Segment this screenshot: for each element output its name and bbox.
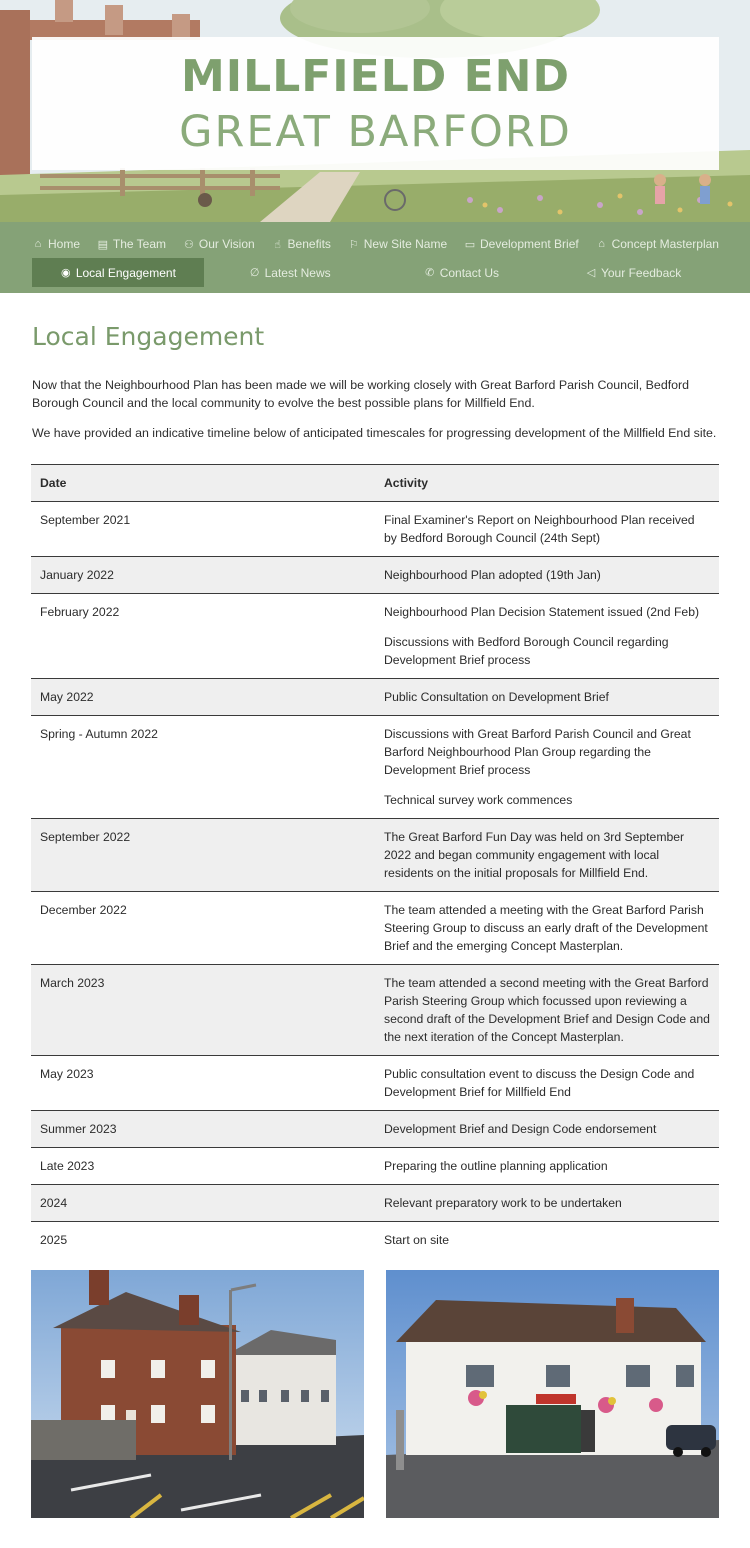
nav-your-feedback-label: Your Feedback <box>600 265 682 280</box>
row-activity <box>375 716 719 818</box>
nav-concept-masterplan-label: Concept Masterplan <box>611 237 719 251</box>
row-date: February 2022 <box>40 605 120 619</box>
nav-local-engagement[interactable] <box>32 258 204 287</box>
vision-icon: ⚇ <box>183 238 194 251</box>
photo-post-office <box>386 1270 719 1518</box>
intro-paragraph-1: Now that the Neighbourhood Plan has been made we will be working closely with Great Barford Parish Council, Bedford Borough Council and the local community to evolve the best possible plans for Millfield End. <box>32 378 690 410</box>
activity-text: Technical survey work commences <box>384 793 573 807</box>
row-activity <box>375 557 719 593</box>
row-date: January 2022 <box>40 568 114 582</box>
intro-paragraph-2: We have provided an indicative timeline below of anticipated timescales for progressing development of the Millfield End site. <box>32 426 717 440</box>
row-activity <box>375 1222 719 1258</box>
nav-your-feedback[interactable] <box>547 258 719 287</box>
nav-latest-news-label: Latest News <box>264 265 331 280</box>
activity-text: Discussions with Great Barford Parish Council and Great Barford Neighbourhood Plan Group regarding the Development Brief process <box>384 727 691 777</box>
table-row <box>31 594 719 679</box>
team-icon: ▤ <box>97 238 109 251</box>
row-date: May 2023 <box>40 1067 94 1081</box>
table-row <box>31 965 719 1056</box>
activity-text: Final Examiner's Report on Neighbourhood Plan received by Bedford Borough Council (24th Sept) <box>384 513 695 545</box>
row-date: September 2022 <box>40 830 131 844</box>
thumbs-up-icon: ☝ <box>274 238 281 251</box>
phone-icon: ✆ <box>425 267 435 279</box>
activity-text: Public consultation event to discuss the Design Code and Development Brief for Millfield End <box>384 1067 695 1099</box>
activity-text: Neighbourhood Plan Decision Statement issued (2nd Feb) <box>384 605 700 619</box>
nav-new-site-name[interactable] <box>348 234 447 254</box>
document-icon: ▭ <box>464 238 476 251</box>
row-date: March 2023 <box>40 976 105 990</box>
hero-banner <box>0 0 750 222</box>
nav-home-label: Home <box>48 237 81 251</box>
row-activity <box>375 1056 719 1110</box>
nav-the-team[interactable] <box>97 234 166 254</box>
timeline-table <box>31 464 719 1258</box>
nav-contact-us-label: Contact Us <box>439 265 500 280</box>
table-row <box>31 1148 719 1185</box>
row-date: Spring - Autumn 2022 <box>40 727 158 741</box>
row-activity <box>375 819 719 891</box>
nav-new-site-name-label: New Site Name <box>363 237 448 251</box>
activity-text: Preparing the outline planning application <box>384 1159 608 1173</box>
nav-development-brief-label: Development Brief <box>480 237 579 251</box>
nav-row-2 <box>32 258 719 287</box>
nav-our-vision-label: Our Vision <box>198 237 255 251</box>
row-activity <box>375 1185 719 1221</box>
nav-latest-news[interactable] <box>204 258 376 287</box>
nav-development-brief[interactable] <box>464 234 579 254</box>
activity-text: Public Consultation on Development Brief <box>384 690 609 704</box>
row-activity <box>375 965 719 1055</box>
table-row <box>31 819 719 892</box>
nav-our-vision[interactable] <box>183 234 255 254</box>
nav-row-1 <box>32 234 719 254</box>
table-row <box>31 716 719 819</box>
table-row <box>31 1056 719 1111</box>
table-header-row <box>31 464 719 502</box>
header-date: Date <box>40 476 67 490</box>
table-row <box>31 1222 719 1258</box>
table-row <box>31 1111 719 1148</box>
nav-benefits[interactable] <box>272 234 331 254</box>
nav-benefits-label: Benefits <box>287 237 331 251</box>
row-date: December 2022 <box>40 903 127 917</box>
row-date: Summer 2023 <box>40 1122 117 1136</box>
main-navigation <box>0 222 750 293</box>
megaphone-icon: ◁ <box>586 267 596 279</box>
signpost-icon: ⚐ <box>348 238 359 251</box>
row-date: Late 2023 <box>40 1159 95 1173</box>
nav-concept-masterplan[interactable] <box>596 234 719 254</box>
table-row <box>31 557 719 594</box>
activity-text: Discussions with Bedford Borough Council regarding Development Brief process <box>384 635 669 667</box>
nav-the-team-label: The Team <box>112 237 167 251</box>
row-activity <box>375 1111 719 1147</box>
header-activity: Activity <box>384 476 429 490</box>
row-activity <box>375 594 719 678</box>
row-activity <box>375 679 719 715</box>
activity-text: The Great Barford Fun Day was held on 3rd September 2022 and began community engagement with local residents on the initial proposals for Millfield End. <box>384 830 685 880</box>
nav-local-engagement-label: Local Engagement <box>75 265 176 280</box>
row-activity <box>375 892 719 964</box>
page-title: Local Engagement <box>32 322 265 351</box>
row-activity <box>375 1148 719 1184</box>
row-date: 2024 <box>40 1196 68 1210</box>
table-row <box>31 679 719 716</box>
activity-text: Start on site <box>384 1233 450 1247</box>
row-date: May 2022 <box>40 690 94 704</box>
table-row <box>31 502 719 557</box>
row-date: September 2021 <box>40 513 131 527</box>
site-subtitle: GREAT BARFORD <box>179 107 572 157</box>
activity-text: The team attended a second meeting with the Great Barford Parish Steering Group which focussed upon reviewing a second draft of the Development Brief and Design Code and the next iteration of the Concept Masterplan. <box>384 976 710 1044</box>
table-row <box>31 892 719 965</box>
broadcast-icon: ◉ <box>61 267 71 279</box>
activity-text: The team attended a meeting with the Great Barford Parish Steering Group to discuss an early draft of the Development Brief and the emerging Concept Masterplan. <box>384 903 708 953</box>
site-title: MILLFIELD END <box>181 51 570 102</box>
nav-contact-us[interactable] <box>376 258 548 287</box>
home-icon: ⌂ <box>34 238 42 250</box>
nav-home[interactable] <box>32 234 80 254</box>
activity-text: Relevant preparatory work to be undertaken <box>384 1196 622 1210</box>
hero-title-box <box>32 37 719 170</box>
masterplan-icon: ⌂ <box>598 238 605 250</box>
row-date: 2025 <box>40 1233 68 1247</box>
paperclip-icon: ∅ <box>249 267 260 279</box>
activity-text: Neighbourhood Plan adopted (19th Jan) <box>384 568 601 582</box>
row-activity <box>375 502 719 556</box>
activity-text: Development Brief and Design Code endorsement <box>384 1122 657 1136</box>
photo-brick-houses <box>31 1270 364 1518</box>
table-row <box>31 1185 719 1222</box>
